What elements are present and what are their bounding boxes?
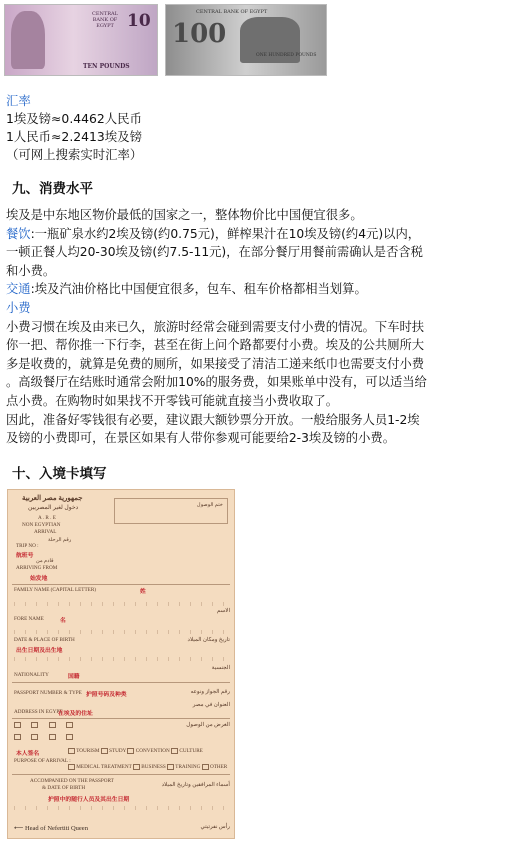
option-study: STUDY: [109, 748, 127, 755]
tip-text: 点小费。在购物时如果找不开零钱可能就直接当小费收取了。: [6, 393, 339, 408]
card-dob-value: 出生日期及出生地: [16, 648, 63, 654]
card-arabic-dob: تاريخ ومكان الميلاد: [187, 637, 230, 643]
card-fore-name-label: FORE NAME: [14, 616, 44, 622]
banknote-bank-name: CENTRAL BANK OF EGYPT: [92, 11, 118, 29]
card-options-row2: [68, 764, 227, 770]
transport-text: :埃及汽油价格比中国便宜很多，包车、租车价格都相当划算。: [30, 282, 367, 297]
card-from-value: 始发地: [30, 576, 48, 582]
card-arabic-nationality: الجنسية: [211, 665, 230, 671]
tip-text: 。高级餐厅在结账时通常会附加10%的服务费，如果账单中没有，可以适当给: [6, 375, 427, 390]
card-footer-arabic: رأس نفرتيتي: [200, 824, 230, 830]
exchange-rate-section: [6, 92, 521, 164]
arrow-left-icon: ⟵: [14, 825, 24, 832]
tip-text: 因此，准备好零钱很有必要，建议跟大额钞票分开放。一般给服务人员1-2埃: [6, 412, 420, 427]
arrival-card-image: [7, 489, 235, 839]
tip-text: 小费习惯在埃及由来已久，旅游时经常会碰到需要支付小费的情况。下车时扶: [6, 319, 425, 334]
card-family-name-label: FAMILY NAME (CAPITAL LETTER): [14, 587, 97, 593]
card-passport-label: PASSPORT NUMBER & TYPE: [14, 690, 82, 696]
card-signature-value: 本人签名: [16, 751, 40, 757]
card-arabic-address: العنوان في مصر: [192, 702, 230, 708]
card-accompanied-dob-label: & DATE OF BIRTH: [42, 785, 86, 791]
card-are: A . R . E: [38, 515, 56, 521]
exchange-rate-note: （可网上搜索实时汇率）: [6, 147, 143, 162]
card-nationality-label: NATIONALITY: [14, 672, 49, 678]
option-culture: CULTURE: [179, 748, 203, 755]
card-dob-label: DATE & PLACE OF BIRTH: [14, 637, 75, 643]
card-arabic-subtitle: دخول لغير المصريين: [28, 505, 79, 511]
card-checkbox-row: [14, 734, 73, 740]
banknote-denomination: ONE HUNDRED POUNDS: [256, 53, 317, 58]
banknote-denomination: TEN POUNDS: [83, 63, 130, 70]
banknote-bank-name: CENTRAL BANK OF EGYPT: [196, 9, 268, 15]
tip-text: 多是收费的，就算是免费的厕所，如果接受了清洁工递来纸巾也需要支付小费: [6, 356, 425, 371]
card-family-name-value: 姓: [140, 589, 146, 595]
section-title: 九、消费水平: [12, 181, 93, 197]
card-footer: [14, 824, 88, 832]
arrival-stamp-box: [114, 498, 228, 524]
dining-text: 和小费。: [6, 263, 56, 278]
card-footer-label: Head of Nefertiti Queen: [24, 825, 88, 832]
hundred-pound-banknote-image: [165, 4, 327, 76]
card-trip-label: TRIP NO :: [16, 543, 39, 549]
card-accompanied-value: 护照中的随行人员及其出生日期: [48, 797, 130, 803]
consumption-section: [6, 206, 521, 448]
card-trip-value: 航班号: [16, 553, 34, 559]
card-passport-value: 护照号码及种类: [86, 692, 127, 698]
tip-text: 及镑的小费即可，在景区如果有人带你参观可能要给2-3埃及镑的小费。: [6, 431, 395, 446]
dining-label: 餐饮: [6, 226, 31, 241]
card-arrival: ARRIVAL: [34, 529, 57, 535]
option-medical: MEDICAL TREATMENT: [76, 764, 132, 771]
card-fore-name-value: 名: [60, 618, 66, 624]
tip-label: 小费: [6, 300, 31, 315]
option-tourism: TOURISM: [76, 748, 100, 755]
paragraph-intro: 埃及是中东地区物价最低的国家之一，整体物价比中国便宜很多。: [6, 208, 363, 222]
card-options-row1: [68, 748, 203, 754]
exchange-rate-heading: 汇率: [6, 93, 31, 108]
card-arabic-trip: رقم الرحلة: [48, 537, 72, 543]
option-other: OTHER: [209, 764, 228, 771]
card-address-label: ADDRESS IN EGYPT: [14, 709, 63, 715]
card-from-label: ARRIVING FROM: [16, 565, 58, 571]
section-title: 十、入境卡填写: [12, 466, 107, 482]
card-arabic-purpose: الغرض من الوصول: [186, 722, 230, 728]
dining-text: :一瓶矿泉水约2埃及镑(约0.75元)，鲜榨果汁在10埃及镑(约4元)以内，: [30, 226, 421, 241]
exchange-rate-line: 1埃及镑≈0.4462人民币: [6, 111, 142, 126]
exchange-rate-line: 1人民币≈2.2413埃及镑: [6, 129, 142, 144]
dining-text: 一顿正餐人均20-30埃及镑(约7.5-11元)，在部分餐厅用餐前需确认是否含税: [6, 245, 423, 260]
card-non-egyptian: NON EGYPTIAN: [22, 522, 61, 528]
transport-label: 交通: [6, 282, 31, 297]
stamp-label: ختم الوصول: [196, 502, 223, 508]
card-arabic-passport: رقم الجواز ونوعه: [190, 689, 230, 695]
card-nationality-value: 国籍: [68, 674, 80, 680]
pharaoh-portrait-icon: [11, 11, 45, 69]
banknote-number: 10: [127, 11, 151, 31]
card-checkbox-row: [14, 722, 73, 728]
tip-text: 你一把、帮你推一下行李，甚至在街上问个路都要付小费。埃及的公共厕所大: [6, 338, 425, 353]
option-training: TRAINING: [175, 764, 201, 771]
card-arabic-name: الاسم: [216, 608, 230, 614]
banknote-number: 100: [172, 19, 227, 49]
card-arabic-accompanied: أسماء المرافقين وتاريخ الميلاد: [161, 782, 230, 788]
option-business: BUSINESS: [141, 764, 166, 771]
ten-pound-banknote-image: [4, 4, 158, 76]
card-purpose-label: PURPOSE OF ARRIVAL :: [14, 758, 71, 764]
card-accompanied-label: ACCOMPANIED ON THE PASSPORT: [30, 778, 114, 784]
card-address-value: 在埃及的住址: [58, 711, 93, 717]
card-arabic-title: جمهورية مصر العربية: [22, 494, 83, 502]
option-convention: CONVENTION: [135, 748, 170, 755]
card-arabic-from: قادم من: [36, 558, 54, 564]
